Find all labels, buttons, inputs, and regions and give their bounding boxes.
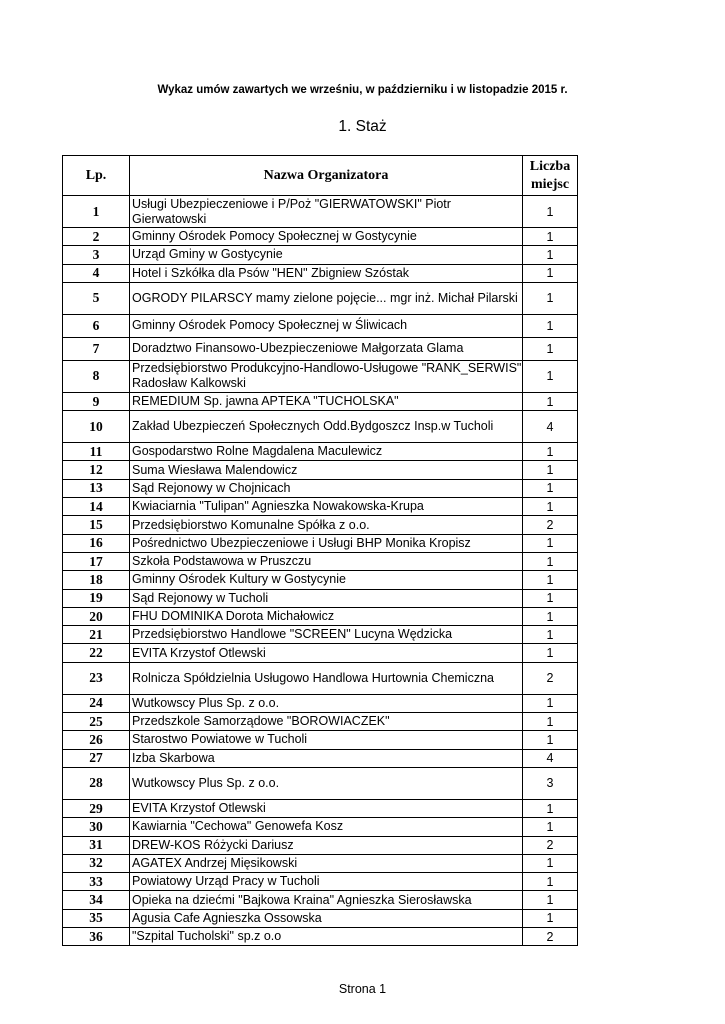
table-row (63, 928, 578, 946)
table-row (63, 282, 578, 314)
row-count: 1 (523, 314, 578, 337)
row-count: 1 (523, 228, 578, 246)
row-name: Gminny Ośrodek Kultury w Gostycynie (130, 571, 523, 589)
row-count: 1 (523, 196, 578, 228)
table-row (63, 799, 578, 817)
table-row (63, 767, 578, 799)
row-name: Opieka na dziećmi "Bajkowa Kraina" Agnieszka Sierosławska (130, 891, 523, 909)
table-row (63, 392, 578, 410)
row-count: 1 (523, 534, 578, 552)
row-lp: 14 (63, 498, 130, 516)
row-count: 1 (523, 818, 578, 836)
row-count: 1 (523, 644, 578, 662)
row-lp: 22 (63, 644, 130, 662)
row-lp: 35 (63, 909, 130, 927)
table-row (63, 836, 578, 854)
table-row (63, 749, 578, 767)
row-name: Wutkowscy Plus Sp. z o.o. (130, 694, 523, 712)
row-count: 1 (523, 282, 578, 314)
table-row (63, 228, 578, 246)
row-count: 4 (523, 749, 578, 767)
row-name: Rolnicza Spółdzielnia Usługowo Handlowa Hurtownia Chemiczna (130, 662, 523, 694)
row-count: 2 (523, 836, 578, 854)
table-row (63, 909, 578, 927)
row-name: Gminny Ośrodek Pomocy Społecznej w Gostycynie (130, 228, 523, 246)
row-lp: 25 (63, 713, 130, 731)
table-row (63, 516, 578, 534)
row-count: 1 (523, 552, 578, 570)
row-lp: 33 (63, 873, 130, 891)
page-footer: Strona 1 (338, 982, 387, 996)
row-name: Gminny Ośrodek Pomocy Społecznej w Śliwicach (130, 314, 523, 337)
row-lp: 36 (63, 928, 130, 946)
row-lp: 17 (63, 552, 130, 570)
row-lp: 3 (63, 246, 130, 264)
header-lp: Lp. (63, 156, 130, 196)
table-header-row (63, 156, 578, 196)
section-title: 1. Staż (338, 118, 387, 135)
row-lp: 24 (63, 694, 130, 712)
table-row (63, 662, 578, 694)
row-lp: 6 (63, 314, 130, 337)
row-name: Sąd Rejonowy w Tucholi (130, 589, 523, 607)
row-count: 2 (523, 662, 578, 694)
row-lp: 12 (63, 461, 130, 479)
row-count: 1 (523, 337, 578, 360)
table-row (63, 589, 578, 607)
row-lp: 10 (63, 411, 130, 443)
table-row (63, 461, 578, 479)
row-name: Izba Skarbowa (130, 749, 523, 767)
row-lp: 23 (63, 662, 130, 694)
row-lp: 15 (63, 516, 130, 534)
row-lp: 29 (63, 799, 130, 817)
row-lp: 2 (63, 228, 130, 246)
table-row (63, 411, 578, 443)
row-name: "Szpital Tucholski" sp.z o.o (130, 928, 523, 946)
table-row (63, 314, 578, 337)
row-count: 1 (523, 713, 578, 731)
row-lp: 26 (63, 731, 130, 749)
table-row (63, 713, 578, 731)
row-count: 1 (523, 694, 578, 712)
header-count: Liczba miejsc (523, 156, 578, 196)
row-lp: 7 (63, 337, 130, 360)
row-name: AGATEX Andrzej Mięsikowski (130, 854, 523, 872)
row-name: REMEDIUM Sp. jawna APTEKA "TUCHOLSKA" (130, 392, 523, 410)
table-row (63, 891, 578, 909)
table-row (63, 873, 578, 891)
row-count: 1 (523, 498, 578, 516)
organizers-table (62, 155, 578, 946)
row-name: Przedszkole Samorządowe "BOROWIACZEK" (130, 713, 523, 731)
row-count: 1 (523, 909, 578, 927)
row-name: Sąd Rejonowy w Chojnicach (130, 479, 523, 497)
organizers-table-container (62, 155, 577, 946)
table-row (63, 498, 578, 516)
row-lp: 8 (63, 360, 130, 392)
row-count: 1 (523, 571, 578, 589)
row-count: 1 (523, 461, 578, 479)
row-count: 1 (523, 360, 578, 392)
row-lp: 4 (63, 264, 130, 282)
table-row (63, 337, 578, 360)
row-name: Hotel i Szkółka dla Psów "HEN" Zbigniew Szóstak (130, 264, 523, 282)
row-lp: 31 (63, 836, 130, 854)
row-lp: 34 (63, 891, 130, 909)
row-count: 4 (523, 411, 578, 443)
row-lp: 20 (63, 607, 130, 625)
table-row (63, 571, 578, 589)
row-name: Przedsiębiorstwo Handlowe "SCREEN" Lucyna Wędzicka (130, 626, 523, 644)
row-name: Zakład Ubezpieczeń Społecznych Odd.Bydgoszcz Insp.w Tucholi (130, 411, 523, 443)
row-lp: 16 (63, 534, 130, 552)
row-count: 1 (523, 479, 578, 497)
table-row (63, 644, 578, 662)
row-count: 1 (523, 854, 578, 872)
row-name: Starostwo Powiatowe w Tucholi (130, 731, 523, 749)
row-name: Gospodarstwo Rolne Magdalena Maculewicz (130, 443, 523, 461)
row-name: Pośrednictwo Ubezpieczeniowe i Usługi BHP Monika Kropisz (130, 534, 523, 552)
row-count: 1 (523, 799, 578, 817)
row-name: EVITA Krzystof Otlewski (130, 799, 523, 817)
row-count: 1 (523, 246, 578, 264)
row-count: 1 (523, 589, 578, 607)
row-count: 1 (523, 873, 578, 891)
table-row (63, 196, 578, 228)
table-row (63, 607, 578, 625)
table-row (63, 264, 578, 282)
table-row (63, 552, 578, 570)
row-count: 1 (523, 392, 578, 410)
row-lp: 27 (63, 749, 130, 767)
row-count: 2 (523, 516, 578, 534)
table-row (63, 694, 578, 712)
row-name: Kwiaciarnia "Tulipan" Agnieszka Nowakowska-Krupa (130, 498, 523, 516)
row-count: 1 (523, 891, 578, 909)
row-name: Przedsiębiorstwo Komunalne Spółka z o.o. (130, 516, 523, 534)
row-lp: 5 (63, 282, 130, 314)
row-name: FHU DOMINIKA Dorota Michałowicz (130, 607, 523, 625)
row-lp: 11 (63, 443, 130, 461)
table-row (63, 360, 578, 392)
table-row (63, 479, 578, 497)
table-row (63, 818, 578, 836)
page-title: Wykaz umów zawartych we wrześniu, w październiku i w listopadzie 2015 r. (157, 84, 568, 96)
row-name: Szkoła Podstawowa w Pruszczu (130, 552, 523, 570)
row-count: 2 (523, 928, 578, 946)
row-lp: 18 (63, 571, 130, 589)
row-name: Suma Wiesława Malendowicz (130, 461, 523, 479)
row-lp: 9 (63, 392, 130, 410)
row-lp: 28 (63, 767, 130, 799)
row-lp: 19 (63, 589, 130, 607)
header-name: Nazwa Organizatora (130, 156, 523, 196)
row-name: Usługi Ubezpieczeniowe i P/Poż "GIERWATOWSKI" Piotr Gierwatowski (130, 196, 523, 228)
row-lp: 13 (63, 479, 130, 497)
row-name: DREW-KOS Różycki Dariusz (130, 836, 523, 854)
row-count: 1 (523, 443, 578, 461)
table-row (63, 246, 578, 264)
row-count: 1 (523, 264, 578, 282)
row-name: Wutkowscy Plus Sp. z o.o. (130, 767, 523, 799)
row-lp: 30 (63, 818, 130, 836)
row-name: Doradztwo Finansowo-Ubezpieczeniowe Małgorzata Glama (130, 337, 523, 360)
row-name: OGRODY PILARSCY mamy zielone pojęcie... mgr inż. Michał Pilarski (130, 282, 523, 314)
table-row (63, 443, 578, 461)
table-row (63, 854, 578, 872)
table-row (63, 731, 578, 749)
row-lp: 32 (63, 854, 130, 872)
table-row (63, 534, 578, 552)
row-name: Urząd Gminy w Gostycynie (130, 246, 523, 264)
row-lp: 1 (63, 196, 130, 228)
row-name: Kawiarnia "Cechowa" Genowefa Kosz (130, 818, 523, 836)
row-count: 1 (523, 607, 578, 625)
row-count: 3 (523, 767, 578, 799)
row-name: Agusia Cafe Agnieszka Ossowska (130, 909, 523, 927)
table-row (63, 626, 578, 644)
row-name: Przedsiębiorstwo Produkcyjno-Handlowo-Usługowe "RANK_SERWIS" Radosław Kalkowski (130, 360, 523, 392)
row-name: Powiatowy Urząd Pracy w Tucholi (130, 873, 523, 891)
row-lp: 21 (63, 626, 130, 644)
row-count: 1 (523, 626, 578, 644)
row-name: EVITA Krzystof Otlewski (130, 644, 523, 662)
row-count: 1 (523, 731, 578, 749)
